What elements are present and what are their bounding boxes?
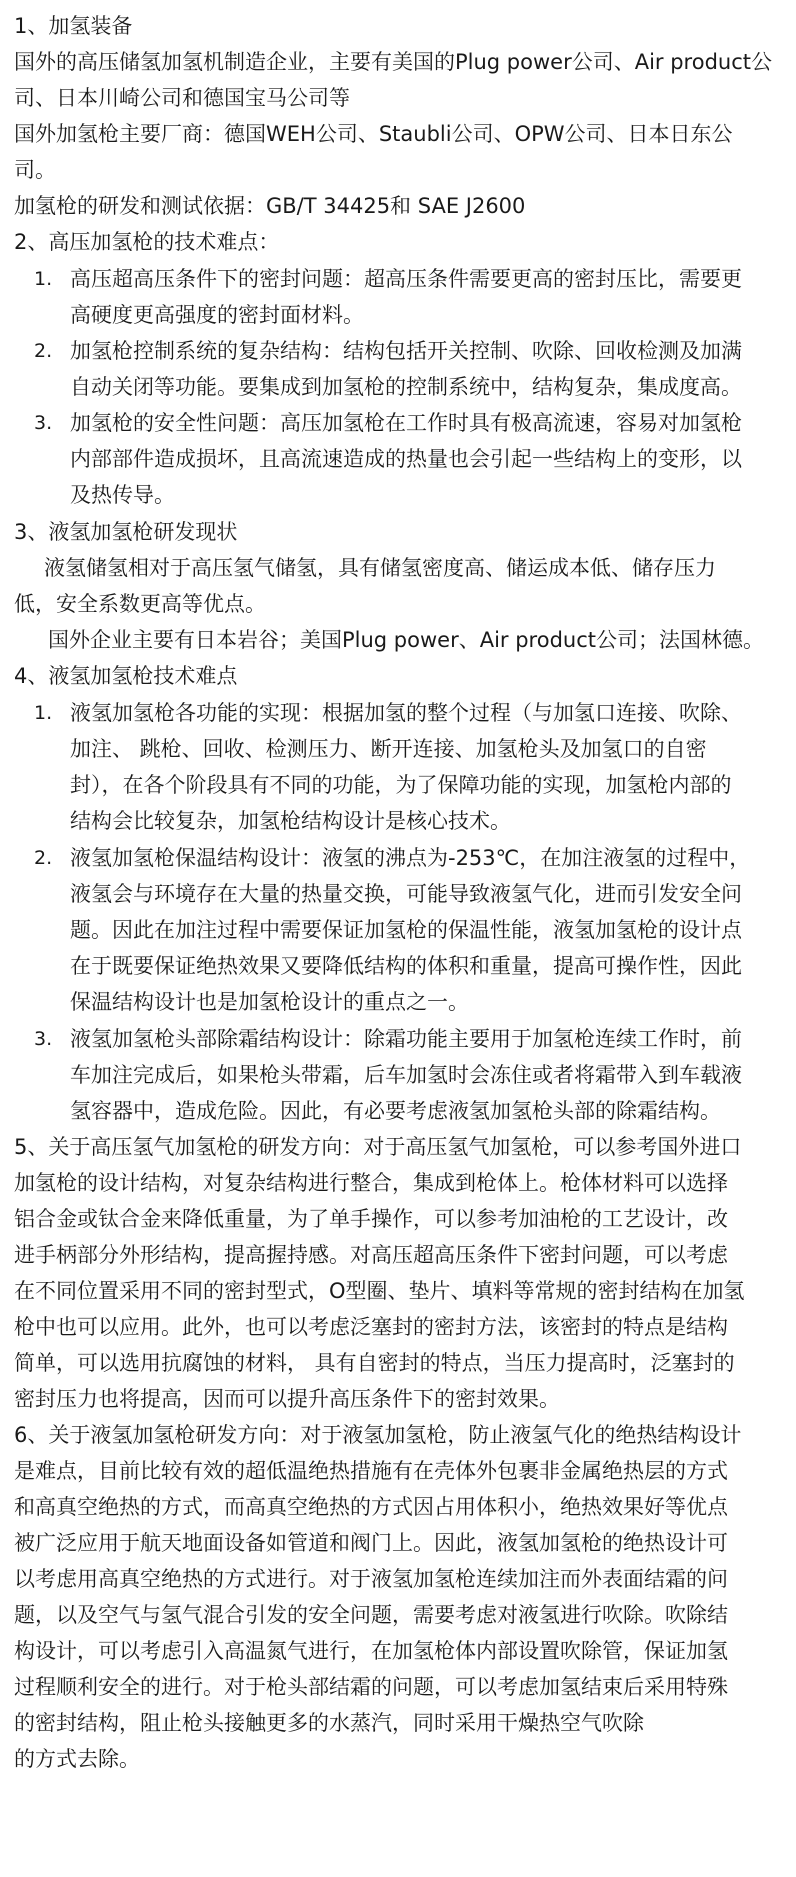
paragraph-line: 过程顺利安全的进行。对于枪头部结霜的问题，可以考虑加氢结束后采用特殊 xyxy=(14,1675,728,1699)
paragraph-line: 简单，可以选用抗腐蚀的材料， 具有自密封的特点，当压力提高时，泛塞封的 xyxy=(14,1351,735,1375)
list-item-line: 车加注完成后，如果枪头带霜，后车加氢时会冻住或者将霜带入到车载液 xyxy=(70,1063,742,1087)
list-item-line: 液氢加氢枪各功能的实现：根据加氢的整个过程（与加氢口连接、吹除、 xyxy=(70,701,742,725)
paragraph-line: 国外的高压储氢加氢机制造企业，主要有美国的Plug power公司、Air product公 xyxy=(14,50,772,74)
paragraph-line: 以考虑用高真空绝热的方式进行。对于液氢加氢枪连续加注而外表面结霜的问 xyxy=(14,1567,728,1591)
paragraph-line: 的方式去除。 xyxy=(14,1747,140,1771)
list-item-line: 液氢加氢枪头部除霜结构设计：除霜功能主要用于加氢枪连续工作时，前 xyxy=(70,1027,742,1051)
section-1-heading: 1、加氢装备 xyxy=(14,14,133,38)
paragraph-line: 司。 xyxy=(14,158,56,182)
paragraph-line: 司、日本川崎公司和德国宝马公司等 xyxy=(14,86,350,110)
list-item-line: 结构会比较复杂，加氢枪结构设计是核心技术。 xyxy=(70,809,511,833)
paragraph-line: 被广泛应用于航天地面设备如管道和阀门上。因此，液氢加氢枪的绝热设计可 xyxy=(14,1531,728,1555)
paragraph-line: 国外加氢枪主要厂商：德国WEH公司、Staubli公司、OPW公司、日本日东公 xyxy=(14,122,733,146)
section-6-line: 6、关于液氢加氢枪研发方向：对于液氢加氢枪，防止液氢气化的绝热结构设计 xyxy=(14,1423,742,1447)
section-4-heading: 4、液氢加氢枪技术难点 xyxy=(14,664,238,688)
paragraph-line: 构设计，可以考虑引入高温氮气进行，在加氢枪体内部设置吹除管，保证加氢 xyxy=(14,1639,728,1663)
list-item-line: 封），在各个阶段具有不同的功能，为了保障功能的实现，加氢枪内部的 xyxy=(70,773,732,797)
list-number: 3. xyxy=(34,412,53,434)
list-item-line: 题。因此在加注过程中需要保证加氢枪的保温性能，液氢加氢枪的设计点 xyxy=(70,918,742,942)
list-item-line: 内部部件造成损坏，且高流速造成的热量也会引起一些结构上的变形，以 xyxy=(70,447,742,471)
paragraph-line: 和高真空绝热的方式，而高真空绝热的方式因占用体积小，绝热效果好等优点 xyxy=(14,1495,728,1519)
list-item-line: 及热传导。 xyxy=(70,483,175,507)
paragraph-line: 铝合金或钛合金来降低重量，为了单手操作，可以参考加油枪的工艺设计，改 xyxy=(14,1207,728,1231)
paragraph-line: 枪中也可以应用。此外，也可以考虑泛塞封的密封方法，该密封的特点是结构 xyxy=(14,1315,728,1339)
paragraph-line: 的密封结构，阻止枪头接触更多的水蒸汽，同时采用干燥热空气吹除 xyxy=(14,1711,644,1735)
list-item-line: 加注、 跳枪、回收、检测压力、断开连接、加氢枪头及加氢口的自密 xyxy=(70,737,707,761)
list-item-line: 高压超高压条件下的密封问题：超高压条件需要更高的密封压比，需要更 xyxy=(70,267,742,291)
paragraph-line: 加氢枪的设计结构，对复杂结构进行整合，集成到枪体上。枪体材料可以选择 xyxy=(14,1171,728,1195)
list-item-line: 高硬度更高强度的密封面材料。 xyxy=(70,303,364,327)
section-3-heading: 3、液氢加氢枪研发现状 xyxy=(14,520,238,544)
list-item-line: 液氢会与环境存在大量的热量交换，可能导致液氢气化，进而引发安全问 xyxy=(70,882,742,906)
section-2-heading: 2、高压加氢枪的技术难点： xyxy=(14,230,280,254)
paragraph-line: 密封压力也将提高，因而可以提升高压条件下的密封效果。 xyxy=(14,1387,560,1411)
list-number: 2. xyxy=(34,847,53,869)
paragraph-line: 国外企业主要有日本岩谷；美国Plug power、Air product公司；法国林德。 xyxy=(48,628,764,652)
list-item-line: 液氢加氢枪保温结构设计：液氢的沸点为-253℃，在加注液氢的过程中， xyxy=(70,846,751,870)
section-5-line: 5、关于高压氢气加氢枪的研发方向：对于高压氢气加氢枪，可以参考国外进口 xyxy=(14,1135,742,1159)
list-item-line: 在于既要保证绝热效果又要降低结构的体积和重量，提高可操作性，因此 xyxy=(70,954,742,978)
paragraph-line: 进手柄部分外形结构，提高握持感。对高压超高压条件下密封问题，可以考虑 xyxy=(14,1243,728,1267)
list-item-line: 保温结构设计也是加氢枪设计的重点之一。 xyxy=(70,990,469,1014)
list-item-line: 加氢枪控制系统的复杂结构：结构包括开关控制、吹除、回收检测及加满 xyxy=(70,339,742,363)
list-item-line: 氢容器中，造成危险。因此，有必要考虑液氢加氢枪头部的除霜结构。 xyxy=(70,1099,721,1123)
list-number: 2. xyxy=(34,340,53,362)
paragraph-line: 题，以及空气与氢气混合引发的安全问题，需要考虑对液氢进行吹除。吹除结 xyxy=(14,1603,728,1627)
paragraph-line: 是难点，目前比较有效的超低温绝热措施有在壳体外包裹非金属绝热层的方式 xyxy=(14,1459,728,1483)
list-number: 1. xyxy=(34,268,53,290)
list-number: 3. xyxy=(34,1028,53,1050)
list-item-line: 加氢枪的安全性问题：高压加氢枪在工作时具有极高流速，容易对加氢枪 xyxy=(70,411,742,435)
list-item-line: 自动关闭等功能。要集成到加氢枪的控制系统中，结构复杂，集成度高。 xyxy=(70,375,742,399)
list-number: 1. xyxy=(34,702,53,724)
paragraph-line: 低，安全系数更高等优点。 xyxy=(14,592,266,616)
paragraph-line: 液氢储氢相对于高压氢气储氢，具有储氢密度高、储运成本低、储存压力 xyxy=(44,556,716,580)
paragraph-line: 加氢枪的研发和测试依据：GB/T 34425和 SAE J2600 xyxy=(14,194,526,218)
paragraph-line: 在不同位置采用不同的密封型式，O型圈、垫片、填料等常规的密封结构在加氢 xyxy=(14,1279,745,1303)
